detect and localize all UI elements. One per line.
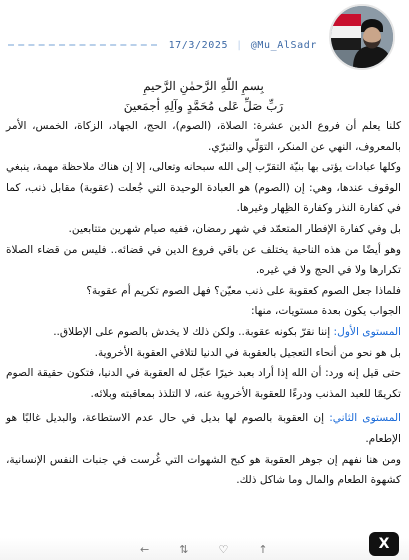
post-date: 17/3/2025: [168, 39, 229, 51]
level-1-label: المستوى الأول:: [333, 325, 401, 338]
basmala: بِسمِ اللّهِ الرَّحمٰنِ الرَّحيمِ: [143, 79, 264, 93]
post-body: [6, 76, 401, 534]
like-icon[interactable]: ♡: [218, 543, 229, 556]
level-2-paragraph: [6, 408, 401, 449]
action-icons: [140, 543, 268, 556]
level-2-text: إن العقوبة بالصوم لها بديل في حال عدم الاستطاعة، والبديل غالبًا هو الإطعام.: [6, 412, 401, 445]
paragraph-2: وكلها عبادات يؤتى بها بنيّة التقرّب إلى الله سبحانه وتعالى، إلا إن هناك ملاحظة مهمة، ينبغي الوقوف عندها، وهي: إن (الصوم) هو العبادة الوحيدة التي جُعلت (عقوبة) مقابل ذنب، كما في كفارة النذر وكفارة الظِهار وغيرها.: [6, 161, 401, 215]
repost-icon[interactable]: ⇅: [179, 543, 189, 556]
meta-separator: |: [236, 39, 243, 51]
dashed-divider: [8, 44, 157, 46]
level-1-text: إننا نقرّ بكونه عقوبة.. ولكن ذلك لا يخدش بالصوم على الإطلاق..: [53, 325, 334, 338]
paragraph-1: كلنا يعلم أن فروع الدين عشرة: الصلاة، (الصوم)، الحج، الجهاد، الزكاة، الخمس، الأمر بالمعروف، النهي عن المنكر، التوَلّي والتبرّي.: [6, 120, 401, 153]
paragraph-8: حتى قيل إنه ورد: أن الله إذا أراد بعبد خيرًا عجّل له العقوبة في الدنيا، فتكون حقيقة الصوم تكريمًا للعبد المذنب ودرءًا للعقوبة الأخروية عنه، لا التلذذ بمعاقبته وبلائه.: [6, 367, 401, 400]
x-logo-icon[interactable]: X: [369, 532, 399, 556]
salawat: رَبِّ صَلِّ عَلى مُحَمَّدٍ وآلِهِ أجمَعينَ: [123, 99, 284, 113]
paragraph-4: وهو أيضًا من هذه الناحية يختلف عن باقي فروع الدين في قضائه.. فليس من قضاء الصلاة تكرارها ولا في الحج ولا في غيره.: [6, 243, 401, 277]
post-header: [0, 0, 409, 72]
avatar-photo: [331, 6, 393, 68]
share-icon[interactable]: ↑: [258, 543, 268, 556]
level-1-paragraph: [6, 322, 401, 343]
meta-line: [8, 36, 317, 54]
reply-icon[interactable]: ←: [140, 543, 150, 556]
action-bar: [0, 538, 409, 560]
level-2-label: المستوى الثاني:: [329, 412, 401, 425]
paragraph-7: بل هو نحو من أنحاء التعجيل بالعقوبة في الدنيا لتلافي العقوبة الأخروية.: [94, 346, 401, 359]
paragraph-6: الجواب يكون بعدة مستويات، منها:: [250, 305, 401, 318]
paragraph-3: بل وفي كفارة الإفطار المتعمّد في شهر رمضان، ففيه صيام شهرين متتابعين.: [68, 222, 401, 235]
author-handle[interactable]: @Mu_AlSadr: [250, 39, 317, 51]
paragraph-9: ومن هنا نفهم إن جوهر العقوبة هو كبح الشهوات التي غُرست في جنبات النفس الإنسانية، كشهوة الطعام والمال وما شاكل ذلك.: [6, 453, 401, 487]
avatar[interactable]: [329, 4, 395, 70]
paragraph-5: فلماذا جعل الصوم كعقوبة على ذنب معيّن؟ فهل الصوم تكريم أم عقوبة؟: [86, 284, 401, 297]
